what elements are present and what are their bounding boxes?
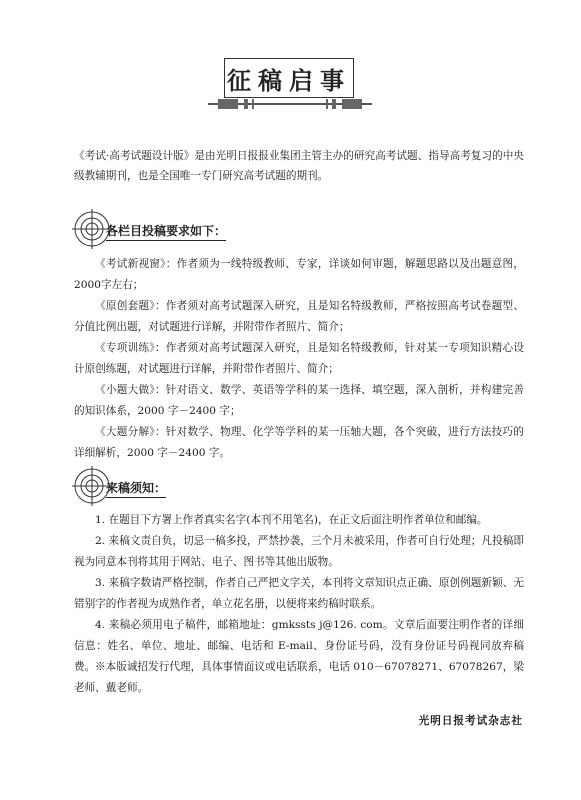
publisher-signature: 光明日报考试杂志社 [418, 715, 523, 727]
column-item: 《原创套题》：作者须对高考试题深入研究，且是知名特级教师，严格按照高考试卷题型、分值比例出题，对试题进行详解，并附带作者照片、简介； [74, 300, 524, 333]
notice-item: 1. 在题目下方署上作者真实名字(本刊不用笔名)，在正文后面注明作者单位和邮编。 [95, 514, 488, 526]
title-decoration [208, 99, 372, 109]
notice-item: 2. 来稿文责自负，切忌一稿多投，严禁抄袭，三个月未被采用，作者可自行处理；凡投稿即视为同意本刊将其用于网站、电子、图书等其他出版物。 [74, 535, 524, 568]
section-heading: 各栏目投稿要求如下： [106, 222, 226, 241]
section-heading: 来稿须知： [106, 479, 166, 498]
section-header-column-requirements [72, 209, 272, 249]
title-box [224, 58, 354, 98]
notice-item: ※本版诚招发行代理，具体事情面议或电话联系，电话 010－67078271、67078267，梁老师、戴老师。 [74, 661, 524, 694]
section-header-submission-notes [72, 466, 212, 506]
notice-item: 4. 来稿必须用电子稿件，邮箱地址：gmkssts j@126. com。文章后面要注明作者的详细信息：姓名、单位、地址、邮编、电话和 E-mail、身份证号码，没有身份证号码视同放弃稿费。 [74, 619, 524, 673]
notice-item: 3. 来稿字数请严格控制，作者自己严把文字关，本刊将文章知识点正确、原创例题新颖、无错别字的作者视为成熟作者，单立花名册，以便将来约稿时联系。 [74, 577, 524, 610]
page-title: 征稿启事 [227, 65, 351, 95]
column-item: 《专项训练》：作者须对高考试题深入研究，且是知名特级教师，针对某一专项知识精心设计原创练题，对试题进行详解，并附带作者照片、简介； [74, 342, 524, 375]
intro-paragraph: 《考试·高考试题设计版》是由光明日报报业集团主管主办的研究高考试题、指导高考复习的中央级教辅期刊，也是全国唯一专门研究高考试题的期刊。 [74, 150, 524, 182]
column-item: 《大题分解》：针对数学、物理、化学等学科的某一压轴大题，各个突破，进行方法技巧的详细解析，2000 字－2400 字。 [74, 426, 524, 459]
column-item: 《小题大做》：针对语文、数学、英语等学科的某一选择、填空题，深入剖析，并构建完善的知识体系，2000 字－2400 字； [74, 384, 524, 417]
column-item: 《考试新视窗》：作者须为一线特级教师、专家，详谈如何审题，解题思路以及出题意图，2000字左右； [74, 258, 524, 291]
